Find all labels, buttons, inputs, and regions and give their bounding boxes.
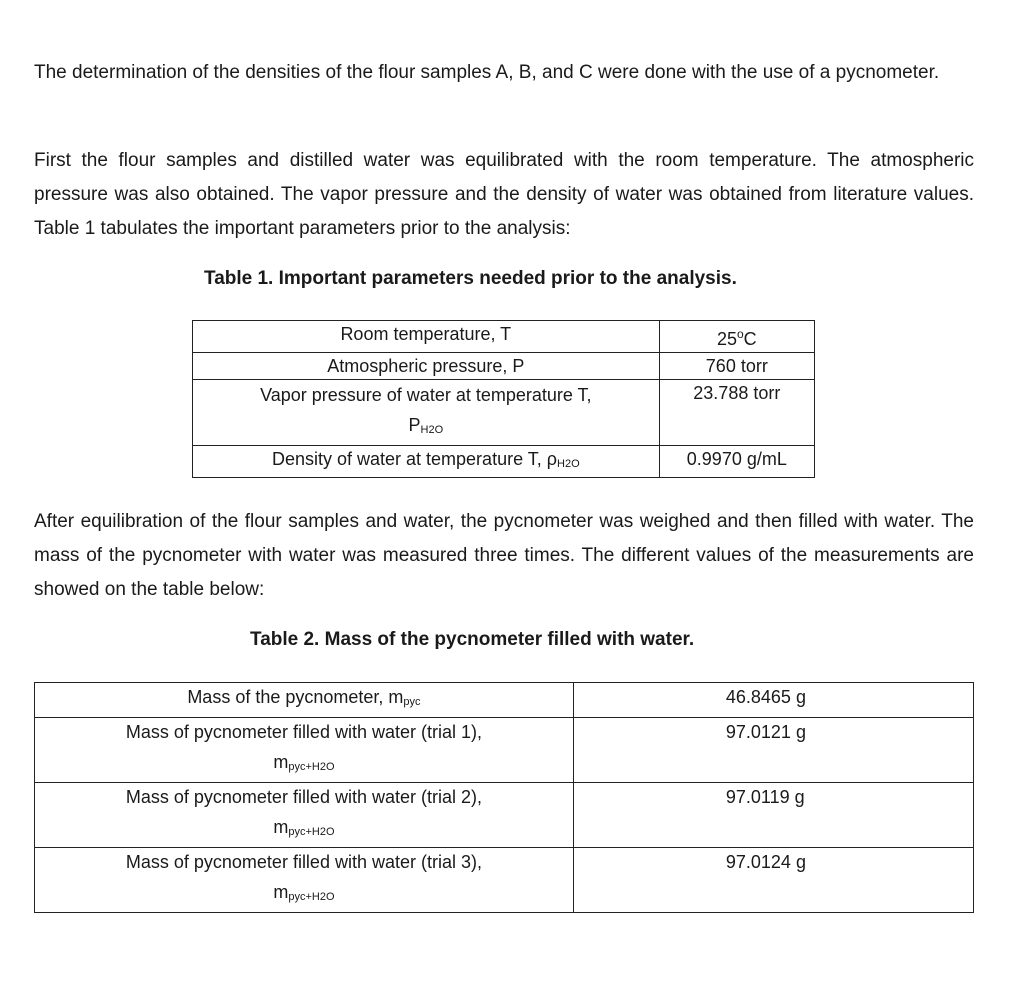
row-symbol-line [35, 877, 573, 912]
value-unit: C [743, 329, 757, 349]
row-value: 46.8465 g [725, 687, 806, 707]
row-symbol-subscript: pyc+H2O [288, 891, 335, 903]
row-symbol-subscript: pyc [403, 696, 421, 708]
value-number: 25 [716, 329, 737, 349]
table-cell-value [573, 718, 973, 783]
table-row [35, 718, 974, 783]
row-label: Room temperature, T [340, 324, 512, 344]
table-cell-label [193, 380, 660, 446]
table-row [193, 380, 815, 446]
row-symbol: m [273, 817, 289, 837]
row-value: 23.788 torr [693, 383, 781, 403]
table-cell-label [193, 353, 660, 380]
row-symbol-subscript: H2O [420, 424, 444, 436]
row-value: 97.0119 g [725, 787, 805, 807]
parameters-table [192, 320, 815, 478]
row-symbol-subscript: pyc+H2O [288, 826, 335, 838]
table-cell-value [659, 380, 814, 446]
mass-table [34, 682, 974, 913]
table-row [193, 353, 815, 380]
table1-caption: Table 1. Important parameters needed prior to the analysis. [204, 268, 737, 289]
row-symbol: m [388, 687, 404, 707]
row-label: Mass of pycnometer filled with water (trial 1), [125, 722, 482, 742]
row-value: 760 torr [705, 356, 768, 376]
table-cell-label [193, 321, 660, 353]
intro-paragraph-2: First the flour samples and distilled water was equilibrated with the room temperature. The atmospheric pressure was also obtained. The vapor pressure and the density of water was obtained from literature values. Table 1 tabulates the important parameters prior to the analysis: [34, 150, 974, 239]
table-cell-label [35, 683, 574, 718]
procedure-paragraph: After equilibration of the flour samples and water, the pycnometer was weighed and then filled with water. The mass of the pycnometer with water was measured three times. The different values of the measurements are showed on the table below: [34, 511, 974, 600]
intro-paragraph-1: The determination of the densities of the flour samples A, B, and C were done with the use of a pycnometer. [34, 62, 940, 83]
table-cell-value [573, 848, 973, 913]
table-cell-label [193, 446, 660, 478]
degree-sign: o [736, 327, 744, 341]
row-label: Mass of the pycnometer, [187, 687, 384, 707]
row-value: 97.0124 g [725, 852, 806, 872]
table-cell-label [35, 848, 574, 913]
table-cell-value [573, 683, 973, 718]
row-label: Mass of pycnometer filled with water (trial 3), [125, 852, 482, 872]
row-symbol: m [273, 752, 289, 772]
table-cell-value [573, 783, 973, 848]
table-cell-label [35, 783, 574, 848]
row-label: Mass of pycnometer filled with water (trial 2), [125, 787, 482, 807]
table-cell-value [659, 446, 814, 478]
table-row [193, 446, 815, 478]
table-cell-value [659, 321, 814, 353]
table-row [35, 783, 974, 848]
table2-caption: Table 2. Mass of the pycnometer filled with water. [250, 629, 695, 650]
row-symbol-line [35, 812, 573, 847]
row-symbol: m [273, 882, 289, 902]
row-symbol: ρ [546, 449, 558, 469]
row-label: Density of water at temperature T, [271, 449, 542, 469]
table-row [35, 848, 974, 913]
table-cell-value [659, 353, 814, 380]
table-row [35, 683, 974, 718]
row-label: Vapor pressure of water at temperature T, [260, 385, 592, 405]
row-value: 0.9970 g/mL [686, 449, 787, 469]
row-symbol-line [35, 747, 573, 782]
row-symbol-subscript: H2O [557, 458, 580, 470]
table-row [193, 321, 815, 353]
row-symbol-subscript: pyc+H2O [288, 761, 335, 773]
row-label: Atmospheric pressure, P [327, 356, 525, 376]
row-value: 97.0121 g [725, 722, 806, 742]
table-cell-label [35, 718, 574, 783]
row-symbol: P [408, 415, 421, 435]
